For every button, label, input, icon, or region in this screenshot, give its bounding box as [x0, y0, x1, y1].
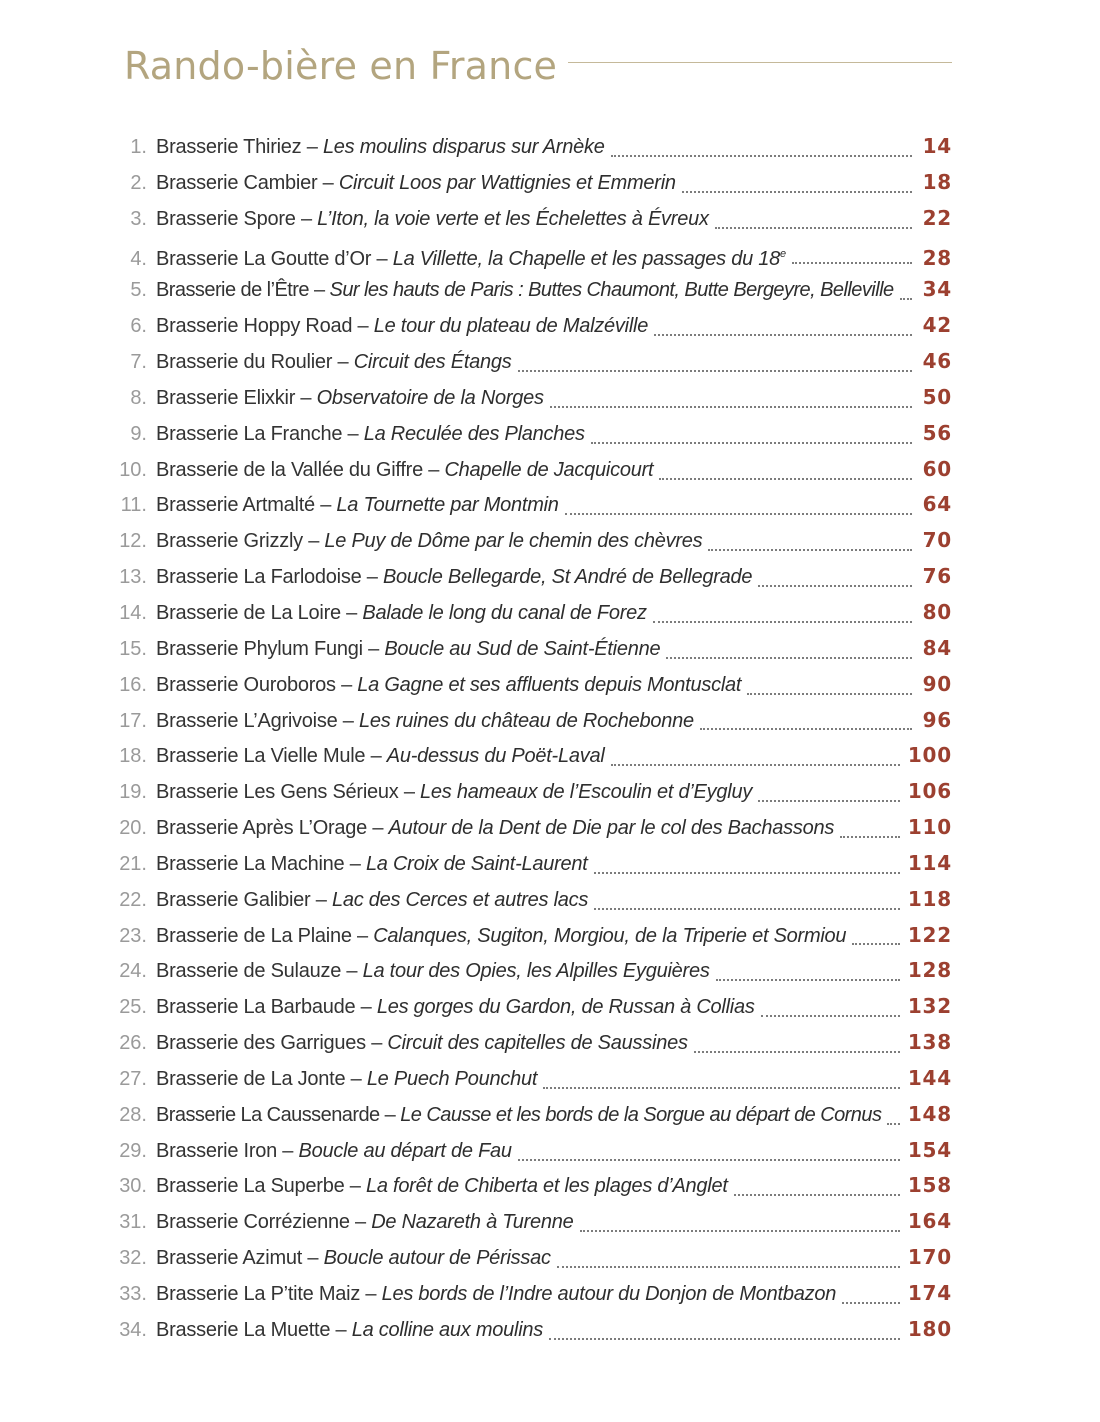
toc-entry-25[interactable]: [110, 989, 952, 1025]
page-number: 14: [922, 134, 952, 158]
toc-entry-6[interactable]: [110, 308, 952, 344]
dot-leader: [840, 836, 900, 838]
dot-leader: [666, 657, 912, 659]
toc-entry-15[interactable]: [110, 631, 952, 667]
toc-entry-19[interactable]: [110, 774, 952, 810]
entry-title: [156, 488, 559, 524]
entry-number: 15.: [119, 637, 147, 660]
entry-number: 14.: [119, 601, 147, 624]
brewery-name: Brasserie L’Agrivoise: [156, 709, 338, 732]
entry-number: 23.: [119, 924, 147, 947]
entry-title: [156, 632, 660, 668]
dash-separator: –: [342, 422, 364, 445]
entry-title: [156, 524, 702, 560]
dash-separator: –: [355, 996, 377, 1019]
dot-leader: [758, 585, 912, 587]
brewery-name: Brasserie Spore: [156, 207, 296, 230]
toc-entry-33[interactable]: [110, 1276, 952, 1312]
toc-entry-20[interactable]: [110, 810, 952, 846]
entry-number: 12.: [119, 530, 147, 553]
entry-number: 10.: [119, 458, 147, 481]
dot-leader: [715, 227, 912, 229]
entry-title: [156, 453, 653, 489]
brewery-name: Brasserie Après L’Orage: [156, 817, 368, 840]
entry-title: [156, 1134, 512, 1170]
page-number: 110: [907, 815, 952, 840]
brewery-name: Brasserie La Franche: [156, 422, 343, 445]
trail-name: Au-dessus du Poët-Laval: [386, 745, 605, 768]
brewery-name: Brasserie Les Gens Sérieux: [156, 781, 399, 804]
toc-entry-4[interactable]: [110, 237, 952, 273]
entry-title: [156, 1313, 543, 1349]
trail-name: La colline aux moulins: [351, 1318, 544, 1341]
page-number: 154: [907, 1137, 952, 1162]
dash-separator: –: [379, 1103, 401, 1126]
page-number: 148: [907, 1101, 952, 1126]
dash-separator: –: [332, 351, 354, 374]
toc-entry-12[interactable]: [110, 523, 952, 559]
trail-name: Lac des Cerces et autres lacs: [331, 888, 589, 911]
trail-name: Observatoire de la Norges: [316, 386, 544, 409]
toc-entry-9[interactable]: [110, 416, 952, 452]
trail-name: Le Causse et les bords de la Sorgue au départ de Cornus: [400, 1103, 882, 1126]
dot-leader: [611, 155, 912, 157]
page-number: 42: [922, 313, 952, 338]
page-number: 138: [907, 1030, 952, 1055]
brewery-name: Brasserie Grizzly: [156, 530, 303, 553]
page-number: 90: [922, 671, 952, 696]
entry-title: [156, 345, 512, 381]
toc-entry-28[interactable]: [110, 1097, 952, 1133]
dash-separator: –: [365, 745, 387, 768]
brewery-name: Brasserie La Superbe: [156, 1175, 345, 1198]
trail-name: Boucle Bellegarde, St André de Bellegrade: [382, 566, 753, 589]
entry-title: [156, 417, 585, 453]
dot-leader: [734, 1194, 900, 1196]
trail-name: La Tournette par Montmin: [336, 494, 559, 517]
dash-separator: –: [314, 494, 337, 517]
entry-number: 25.: [119, 996, 147, 1019]
entry-title: [156, 202, 709, 238]
dot-leader: [549, 1338, 900, 1340]
entry-title: [156, 166, 676, 202]
trail-name: Circuit des Étangs: [353, 351, 512, 374]
dot-leader: [550, 406, 912, 408]
trail-name: Les gorges du Gardon, de Russan à Collias: [376, 996, 755, 1019]
toc-entry-13[interactable]: [110, 559, 952, 595]
page-number: 170: [907, 1245, 952, 1270]
dot-leader: [694, 1051, 900, 1053]
entry-title: [156, 560, 752, 596]
entry-number: 5.: [130, 279, 147, 302]
brewery-name: Brasserie La Vielle Mule: [156, 745, 366, 768]
brewery-name: Brasserie Elixkir: [156, 386, 296, 409]
entry-title: [156, 1241, 551, 1277]
trail-name: La Croix de Saint-Laurent: [365, 852, 588, 875]
brewery-name: Brasserie La P’tite Maiz: [156, 1283, 361, 1305]
toc-entry-1[interactable]: [110, 129, 952, 165]
entry-number: 16.: [119, 673, 147, 696]
dash-separator: –: [352, 315, 374, 338]
dot-leader: [543, 1087, 900, 1089]
trail-name: Boucle au départ de Fau: [298, 1139, 512, 1162]
entry-title: [156, 1169, 728, 1205]
dash-separator: –: [345, 1067, 367, 1090]
dot-leader: [900, 298, 912, 300]
trail-name: L’Iton, la voie verte et les Échelettes à Évreux: [317, 207, 709, 230]
dash-separator: –: [295, 207, 318, 230]
entry-title: [156, 309, 648, 345]
brewery-name: Brasserie La Barbaude: [156, 996, 356, 1019]
entry-title: [156, 919, 846, 955]
dash-separator: –: [367, 817, 389, 840]
dash-separator: –: [360, 1283, 382, 1305]
toc-entry-22[interactable]: [110, 882, 952, 918]
brewery-name: Brasserie de la Vallée du Giffre: [156, 458, 423, 481]
trail-name: Circuit Loos par Wattignies et Emmerin: [338, 171, 676, 194]
dot-leader: [518, 370, 913, 372]
brewery-name: Brasserie La Farlodoise: [156, 566, 362, 589]
trail-name: Balade le long du canal de Forez: [362, 601, 647, 624]
entry-number: 7.: [130, 351, 147, 374]
trail-name: Boucle au Sud de Saint-Étienne: [384, 637, 661, 660]
entry-title: [156, 704, 694, 740]
dot-leader: [653, 621, 912, 623]
dash-separator: –: [335, 673, 358, 696]
brewery-name: Brasserie La Goutte d’Or: [156, 247, 372, 270]
trail-name: Le tour du plateau de Malzéville: [373, 315, 649, 338]
page-number: 64: [922, 492, 952, 517]
brewery-name: Brasserie La Machine: [156, 852, 345, 875]
page-number: 22: [922, 205, 952, 230]
dot-leader: [758, 800, 900, 802]
toc-entry-8[interactable]: [110, 380, 952, 416]
dot-leader: [700, 728, 912, 730]
entry-number: 6.: [130, 315, 147, 338]
entry-number: 22.: [119, 888, 147, 911]
dash-separator: –: [295, 386, 317, 409]
entry-number: 26.: [119, 1032, 147, 1055]
entry-title: [156, 954, 710, 990]
toc-entry-30[interactable]: [110, 1168, 952, 1204]
page-number: 144: [907, 1065, 952, 1090]
entry-number: 33.: [119, 1283, 147, 1305]
dot-leader: [654, 334, 912, 336]
entry-title: [156, 847, 588, 883]
brewery-name: Brasserie Phylum Fungi: [156, 637, 363, 660]
entry-number: 17.: [119, 709, 147, 732]
toc-entry-17[interactable]: [110, 703, 952, 739]
toc-entry-31[interactable]: [110, 1204, 952, 1240]
page-number: 128: [907, 958, 952, 983]
entry-number: 34.: [119, 1318, 147, 1341]
dash-separator: –: [317, 171, 339, 194]
toc-entry-29[interactable]: [110, 1133, 952, 1169]
toc-entry-11[interactable]: [110, 487, 952, 523]
trail-name: Les moulins disparus sur Arnèke: [322, 136, 605, 158]
trail-name: Les ruines du château de Rochebonne: [359, 709, 694, 732]
dash-separator: –: [337, 709, 359, 732]
table-of-contents: [110, 129, 952, 1348]
page-number: 56: [922, 420, 952, 445]
toc-entry-32[interactable]: [110, 1240, 952, 1276]
brewery-name: Brasserie de La Loire: [156, 601, 341, 624]
entry-number: 28.: [119, 1103, 147, 1126]
page-title: Rando-bière en France: [124, 44, 558, 88]
toc-entry-16[interactable]: [110, 667, 952, 703]
superscript: e: [780, 247, 786, 260]
page-number: 122: [907, 922, 952, 947]
trail-name: Boucle autour de Périssac: [323, 1247, 551, 1270]
page-number: 76: [922, 564, 952, 589]
entry-title: [156, 1277, 836, 1313]
dot-leader: [557, 1266, 900, 1268]
page-number: 34: [922, 277, 952, 302]
page-number: 158: [907, 1173, 952, 1198]
entry-number: 3.: [130, 207, 147, 230]
page-number: 70: [922, 528, 952, 553]
trail-name: Les bords de l’Indre autour du Donjon de Montbazon: [381, 1283, 837, 1305]
page-number: 80: [922, 599, 952, 624]
dot-leader: [852, 943, 900, 945]
page-number: 164: [907, 1209, 952, 1234]
dash-separator: –: [398, 781, 421, 804]
toc-entry-21[interactable]: [110, 846, 952, 882]
trail-name: Circuit des capitelles de Saussines: [387, 1032, 688, 1055]
dash-separator: –: [301, 136, 323, 158]
entry-title: [156, 1205, 574, 1241]
trail-name: Les hameaux de l’Escoulin et d’Eygluy: [420, 781, 753, 804]
entry-title: [156, 130, 605, 166]
entry-number: 19.: [119, 781, 147, 804]
brewery-name: Brasserie Galibier: [156, 888, 311, 911]
entry-title: [156, 668, 741, 704]
trail-name: De Nazareth à Turenne: [371, 1211, 574, 1234]
brewery-name: Brasserie du Roulier: [156, 351, 333, 374]
dot-leader: [594, 908, 900, 910]
page-number: 114: [907, 850, 952, 875]
brewery-name: Brasserie de La Jonte: [156, 1067, 346, 1090]
dot-leader: [594, 872, 900, 874]
dash-separator: –: [308, 279, 330, 302]
title-rule: [568, 62, 952, 63]
dot-leader: [747, 693, 912, 695]
page-number: 174: [907, 1281, 952, 1305]
dash-separator: –: [365, 1032, 388, 1055]
trail-name: Calanques, Sugiton, Morgiou, de la Triperie et Sormiou: [373, 924, 847, 947]
entry-title: [156, 237, 786, 278]
entry-number: 24.: [119, 960, 147, 983]
entry-title: [156, 273, 894, 309]
trail-name: Sur les hauts de Paris : Buttes Chaumont, Butte Bergeyre, Belleville: [329, 279, 894, 302]
entry-number: 4.: [130, 247, 147, 270]
trail-name: Chapelle de Jacquicourt: [444, 458, 654, 481]
toc-entry-2[interactable]: [110, 165, 952, 201]
dot-leader: [591, 442, 912, 444]
entry-number: 31.: [119, 1211, 147, 1234]
dot-leader: [761, 1015, 900, 1017]
dot-leader: [708, 549, 912, 551]
dot-leader: [565, 513, 912, 515]
entry-title: [156, 990, 755, 1026]
dot-leader: [716, 979, 900, 981]
page-number: 46: [922, 349, 952, 374]
brewery-name: Brasserie Cambier: [156, 171, 318, 194]
dash-separator: –: [361, 566, 383, 589]
trail-text: La Villette, la Chapelle et les passages du 18: [392, 247, 781, 270]
trail-name: Autour de la Dent de Die par le col des Bachassons: [388, 817, 835, 840]
brewery-name: Brasserie de Sulauze: [156, 960, 342, 983]
page-number: 132: [907, 994, 952, 1019]
brewery-name: Brasserie de l’Être: [156, 279, 309, 302]
entry-title: [156, 775, 752, 811]
dot-leader: [659, 478, 912, 480]
page-number: 28: [922, 245, 952, 270]
entry-title: [156, 811, 834, 847]
dash-separator: –: [422, 458, 445, 481]
trail-name: La Reculée des Planches: [363, 422, 585, 445]
toc-entry-5[interactable]: [110, 272, 952, 308]
entry-title: [156, 1026, 688, 1062]
dash-separator: –: [340, 601, 363, 624]
page-number: 100: [907, 743, 952, 768]
dash-separator: –: [362, 637, 385, 660]
brewery-name: Brasserie Artmalté: [156, 494, 315, 517]
brewery-name: Brasserie Hoppy Road: [156, 315, 353, 338]
page-number: 50: [922, 384, 952, 409]
dash-separator: –: [344, 852, 366, 875]
trail-name: [393, 248, 786, 270]
dot-leader: [682, 191, 912, 193]
entry-number: 30.: [119, 1175, 147, 1198]
entry-title: [156, 1062, 537, 1098]
toc-entry-7[interactable]: [110, 344, 952, 380]
entry-title: [156, 1098, 881, 1134]
dot-leader: [887, 1123, 899, 1125]
dot-leader: [580, 1230, 900, 1232]
page-number: 60: [922, 456, 952, 481]
dash-separator: –: [330, 1318, 352, 1341]
entry-number: 29.: [119, 1139, 147, 1162]
brewery-name: Brasserie Azimut: [156, 1247, 303, 1270]
dash-separator: –: [302, 530, 325, 553]
brewery-name: Brasserie La Caussenarde: [156, 1103, 380, 1126]
trail-name: La tour des Opies, les Alpilles Eyguières: [362, 960, 710, 983]
toc-entry-3[interactable]: [110, 201, 952, 237]
dot-leader: [792, 262, 912, 264]
dash-separator: –: [344, 1175, 366, 1198]
toc-entry-10[interactable]: [110, 452, 952, 488]
toc-entry-26[interactable]: [110, 1025, 952, 1061]
page-number: 106: [907, 779, 952, 804]
dash-separator: –: [310, 888, 332, 911]
dash-separator: –: [277, 1139, 299, 1162]
page-number: 84: [922, 635, 952, 660]
trail-name: La forêt de Chiberta et les plages d’Anglet: [365, 1175, 728, 1198]
dash-separator: –: [351, 924, 374, 947]
toc-entry-14[interactable]: [110, 595, 952, 631]
entry-title: [156, 596, 647, 632]
entry-number: 2.: [130, 171, 147, 194]
entry-number: 20.: [119, 817, 147, 840]
dash-separator: –: [302, 1247, 324, 1270]
toc-entry-34[interactable]: [110, 1312, 952, 1348]
page-number: 18: [922, 169, 952, 194]
entry-number: 11.: [120, 494, 147, 517]
trail-name: Le Puech Pounchut: [366, 1067, 538, 1090]
page-number: 96: [922, 707, 952, 732]
dot-leader: [518, 1159, 900, 1161]
entry-number: 18.: [119, 745, 147, 768]
toc-entry-24[interactable]: [110, 953, 952, 989]
dash-separator: –: [349, 1211, 372, 1234]
dash-separator: –: [341, 960, 363, 983]
entry-number: 8.: [130, 386, 147, 409]
entry-number: 32.: [119, 1247, 147, 1270]
brewery-name: Brasserie Corrézienne: [156, 1211, 350, 1234]
toc-entry-18[interactable]: [110, 738, 952, 774]
entry-number: 1.: [130, 136, 147, 158]
trail-name: Le Puy de Dôme par le chemin des chèvres: [324, 530, 703, 553]
brewery-name: Brasserie de La Plaine: [156, 924, 352, 947]
brewery-name: Brasserie La Muette: [156, 1318, 331, 1341]
entry-number: 27.: [119, 1067, 147, 1090]
dot-leader: [842, 1302, 900, 1304]
entry-number: 21.: [119, 852, 147, 875]
dash-separator: –: [371, 247, 393, 270]
brewery-name: Brasserie Iron: [156, 1139, 277, 1162]
dot-leader: [611, 764, 900, 766]
toc-entry-23[interactable]: [110, 918, 952, 954]
brewery-name: Brasserie Ouroboros: [156, 673, 336, 696]
entry-number: 9.: [130, 422, 147, 445]
page-number: 180: [907, 1316, 952, 1341]
entry-number: 13.: [119, 566, 147, 589]
page-header: [124, 38, 952, 98]
entry-title: [156, 883, 588, 919]
entry-title: [156, 381, 544, 417]
brewery-name: Brasserie Thiriez: [156, 136, 302, 158]
entry-title: [156, 739, 605, 775]
toc-entry-27[interactable]: [110, 1061, 952, 1097]
trail-name: La Gagne et ses affluents depuis Montusclat: [357, 673, 742, 696]
page-number: 118: [907, 886, 952, 911]
brewery-name: Brasserie des Garrigues: [156, 1032, 366, 1055]
